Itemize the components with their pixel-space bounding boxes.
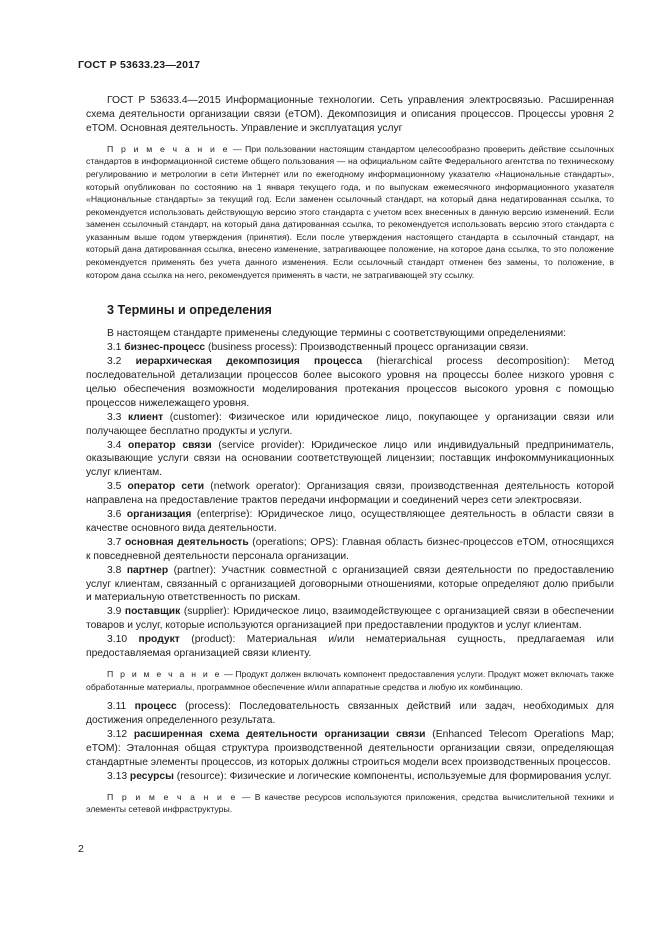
term-number: 3.3 [107,411,122,423]
term-number: 3.8 [107,564,122,576]
term-number: 3.1 [107,342,122,354]
term-name: продукт [138,634,180,646]
term-definition [86,480,614,508]
note-label: П р и м е ч а н и е [107,791,238,802]
term-definition [86,700,614,728]
note-text: — В качестве ресурсов используются приложения, средства вычислительной техники и элементы сетевой инфраструктуры. [86,791,614,815]
term-name: партнер [126,564,169,576]
term-definition [86,605,614,633]
term-name: оператор сети [127,481,205,493]
term-name: основная деятельность [124,536,249,548]
term-number: 3.5 [107,481,122,493]
note-text: — При пользовании настоящим стандартом целесообразно проверить действие ссылочных стандартов в информационной системе общего пользования — на официальном сайте Федерального агентства по техническому регулированию и метрологии в сети Интернет или по ежегодному информационному указателю «Национальные стандарты», который опубликован по состоянию на 1 января текущего года, и по выпускам ежемесячного информационного указателя «Национальные стандарты» за текущий год. Если заменен ссылочный стандарт, на который дана недатированная ссылка, то рекомендуется использовать действующую версию этого стандарта с учетом всех внесенных в данную версию изменений. Если заменен ссылочный стандарт, на который дана датированная ссылка, то рекомендуется использовать версию этого стандарта с указанным выше годом утверждения (принятия). Если после утверждения настоящего стандарта в ссылочный стандарт, на который дана датированная ссылка, внесено изменение, затрагивающее положение, на которое дана ссылка, то это положение рекомендуется применять без учета данного изменения. Если ссылочный стандарт отменен без замены, то положение, в котором дана ссылка на него, рекомендуется применять в части, не затрагивающей эту ссылку. [86,143,614,280]
term-definition [86,564,614,606]
term-name: клиент [127,411,164,423]
term-number: 3.6 [107,509,122,521]
term-name: ресурсы [129,770,174,782]
term-name: организация [126,509,192,521]
term-name: расширенная схема деятельности организации связи [133,729,426,740]
term-text: (customer): Физическое или юридическое лицо, покупающее у организации связи или получающее бесплатно продукты и услуги. [86,411,614,437]
term-definition [86,355,614,411]
term-number: 3.4 [107,439,122,451]
terms-list [86,700,614,783]
term-number: 3.2 [107,356,122,368]
note-resources [86,791,614,816]
term-definition [86,439,614,481]
term-name: иерархическая декомпозиция процесса [135,356,363,368]
term-text: (hierarchical process decomposition): Метод последовательной детализации процессов более высокого уровня на процессы более низкого уровня с целью обеспечения возможности моделирования протекания процессов высокого уровня с помощью процессов нижележащего уровня. [86,356,614,409]
term-text: (service provider): Юридическое лицо или индивидуальный предприниматель, оказывающие услуги связи на основании соответствующей лицензии; поставщик инфокоммуникационных услуг клиентам. [86,439,614,479]
note-label: П р и м е ч а н и е [107,143,230,154]
term-text: (product): Материальная и/или нематериальная сущность, предлагаемая или предоставляемая организацией связи клиенту. [86,634,614,660]
term-text: (enterprise): Юридическое лицо, осуществляющее деятельность в области связи в качестве основного вида деятельности. [86,509,614,534]
term-number: 3.9 [107,606,122,618]
reference-paragraph: ГОСТ Р 53633.4—2015 Информационные технологии. Сеть управления электросвязью. Расширенная схема деятельности организации связи (eTOM). Декомпозиция и описания процессов. Процессы уровня 2 eTOM. Основная деятельность. Управление и эксплуатация услуг [86,95,614,134]
term-number: 3.7 [107,536,122,548]
term-name: процесс [134,701,177,713]
term-text: (network operator): Организация связи, производственная деятельность которой направлена на предоставление трактов передачи информации и соединений через сети электросвязи. [86,481,614,507]
term-definition [86,341,614,355]
page-number: 2 [78,843,84,855]
term-text: (resource): Физические и логические компоненты, используемые для формирования услуг. [173,770,612,782]
term-text: (process): Последовательность связанных действий или задач, необходимых для достижения определенного результата. [86,701,614,727]
section-intro: В настоящем стандарте применены следующие термины с соответствующими определениями: [107,328,567,340]
term-text: (partner): Участник совместной с организацией связи деятельности по предоставлению услуг клиентам, связанный с организацией договорными отношениями, которые определяют долю прибыли и материальную ответственность по рискам. [86,564,614,604]
term-definition [86,770,614,784]
term-number: 3.11 [107,701,127,713]
term-definition [86,536,614,564]
term-number: 3.12 [107,729,128,740]
terms-list [86,341,614,661]
term-text: (supplier): Юридическое лицо, взаимодействующее с организацией связи в обеспечении товаров и услуг, которые используются организацией при предоставлении продуктов и услуг клиентам. [86,606,614,632]
page-content [86,94,614,816]
term-number: 3.13 [107,770,128,782]
note-product [86,668,614,693]
term-definition [86,728,614,770]
term-text: (Enhanced Telecom Operations Map; eTOM): Эталонная общая структура производственной деятельности организации связи, определяющая стандартные элементы процессов, из которых должны строиться модели всех производственных процессов. [86,729,614,768]
note-label: П р и м е ч а н и е [107,669,222,679]
term-number: 3.10 [107,634,128,646]
note-text: — Продукт должен включать компонент предоставления услуги. Продукт может включать также обработанные материалы, программное обеспечение и/или аппаратные средства и любую их комбинацию. [86,669,614,692]
term-text: (business process): Производственный процесс организации связи. [205,342,529,354]
note-references [86,143,614,282]
section-title: 3 Термины и определения [107,303,272,318]
term-text: (operations; OPS): Главная область бизнес-процессов eTOM, относящихся к повседневной деятельности персонала организации. [86,536,614,562]
term-name: оператор связи [127,439,212,451]
term-name: бизнес-процесс [124,342,206,354]
standard-header: ГОСТ Р 53633.23—2017 [78,59,201,71]
term-definition [86,411,614,439]
term-name: поставщик [124,606,181,618]
term-definition [86,508,614,536]
term-definition [86,633,614,661]
